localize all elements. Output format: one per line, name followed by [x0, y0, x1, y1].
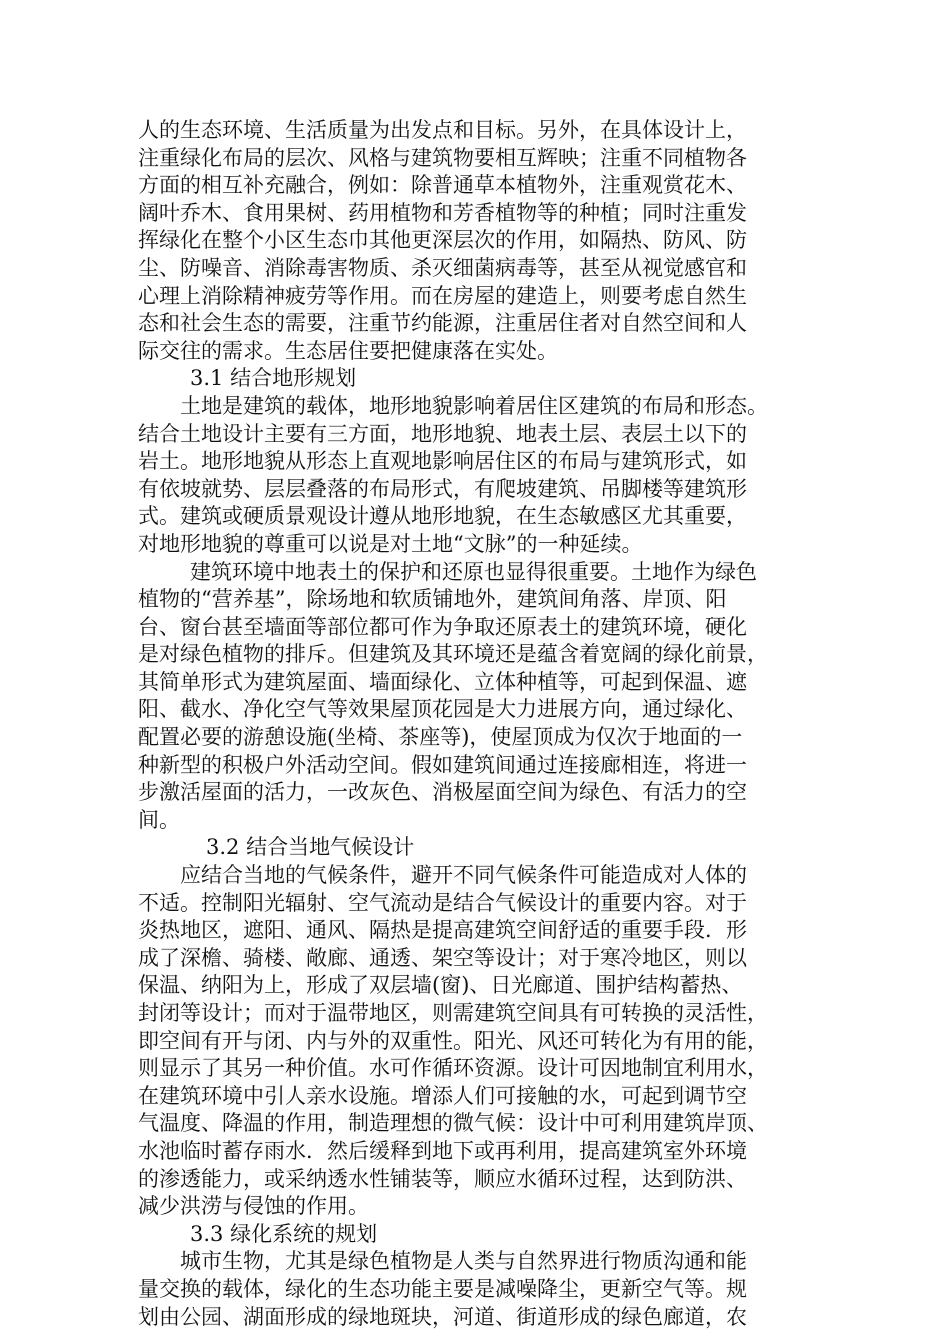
text-line: 挥绿化在整个小区生态巾其他更深层次的作用，如隔热、防风、防	[138, 228, 747, 253]
text-line: 建筑环境中地表土的保护和还原也显得很重要。土地作为绿色	[190, 559, 757, 584]
text-line: 即空间有开与闭、内与外的双重性。阳光、风还可转化为有用的能，	[138, 1028, 768, 1053]
text-line: 对地形地貌的尊重可以说是对土地“文脉”的一种延续。	[138, 531, 643, 556]
text-line: 心理上消除精神疲劳等作用。而在房屋的建造上，则要考虑自然生	[138, 283, 747, 308]
text-line: 注重绿化布局的层次、风格与建筑物要相互辉映；注重不同植物各	[138, 145, 747, 170]
text-line: 气温度、降温的作用，制造理想的微气候：设计中可利用建筑岸顶、	[138, 1111, 768, 1136]
text-line: 在建筑环境中引人亲水设施。增添人们可接触的水，可起到调节空	[138, 1083, 747, 1108]
text-line: 水池临时蓄存雨水．然后缓释到地下或再利用，提高建筑室外环境	[138, 1138, 747, 1163]
document-body-text	[138, 117, 808, 1331]
text-line: 3.3 绿化系统的规划	[190, 1221, 378, 1246]
text-line: 城市生物，尤其是绿色植物是人类与自然界进行物质沟通和能	[180, 1249, 747, 1274]
text-line: 土地是建筑的载体，地形地貌影响着居住区建筑的布局和形态。	[180, 393, 768, 418]
text-line: 封闭等设计；而对于温带地区，则需建筑空间具有可转换的灵活性，	[138, 1001, 768, 1025]
text-line: 态和社会生态的需要，注重节约能源，注重居住者对自然空间和人	[138, 311, 747, 336]
text-line: 植物的“营养基”，除场地和软质铺地外，建筑间角落、岸顶、阳	[138, 587, 727, 612]
text-line: 成了深檐、骑楼、敞廊、通透、架空等设计；对于寒冷地区，则以	[138, 945, 747, 970]
text-line: 其简单形式为建筑屋面、墙面绿化、立体种植等，可起到保温、遮	[138, 669, 747, 694]
text-line: 配置必要的游憩设施(坐椅、茶座等)，使屋顶成为仅次于地面的一	[138, 725, 743, 750]
text-line: 岩土。地形地貌从形态上直观地影响居住区的布局与建筑形式，如	[138, 449, 747, 474]
text-line: 间。	[138, 807, 180, 832]
text-line: 尘、防噪音、消除毒害物质、杀灭细菌病毒等，甚至从视觉感官和	[138, 255, 747, 280]
text-line: 不适。控制阳光辐射、空气流动是结合气候设计的重要内容。对于	[138, 890, 747, 915]
text-line: 式。建筑或硬质景观设计遵从地形地貌，在生态敏感区尤其重要，	[138, 504, 747, 529]
text-line: 阳、截水、净化空气等效果屋顶花园是大力进展方向，通过绿化、	[138, 697, 747, 722]
text-line: 际交往的需求。生态居住要把健康落在实处。	[138, 338, 558, 363]
text-line: 步激活屋面的活力，一改灰色、消极屋面空间为绿色、有活力的空	[138, 780, 747, 805]
text-line: 台、窗台甚至墙面等部位都可作为争取还原表土的建筑环境，硬化	[138, 614, 747, 639]
text-line: 种新型的积极户外活动空间。假如建筑间通过连接廊相连，将进一	[138, 752, 747, 777]
text-line: 则显示了其另一种价值。水可作循环资源。设计可因地制宜利用水，	[138, 1056, 768, 1081]
text-line: 3.1 结合地形规划	[190, 366, 357, 391]
text-line: 3.2 结合当地气候设计	[206, 835, 415, 860]
text-line: 应结合当地的气候条件，避开不同气候条件可能造成对人体的	[180, 863, 747, 888]
text-line: 有依坡就势、层层叠落的布局形式，有爬坡建筑、吊脚楼等建筑形	[138, 476, 747, 501]
text-line: 结合土地设计主要有三方面，地形地貌、地表土层、表层土以下的	[138, 421, 747, 446]
text-line: 是对绿色植物的排斥。但建筑及其环境还是蕴含着宽阔的绿化前景，	[138, 642, 768, 667]
text-line: 阔叶乔木、食用果树、药用植物和芳香植物等的种植；同时注重发	[138, 200, 747, 225]
text-line: 人的生态环境、生活质量为出发点和目标。另外，在具体设计上，	[138, 118, 747, 142]
text-line: 量交换的载体，绿化的生态功能主要是减噪降尘，更新空气等。规	[138, 1276, 747, 1301]
text-line: 保温、纳阳为上，形成了双层墙(窗)、日光廊道、围护结构蓄热、	[138, 973, 743, 998]
text-line: 方面的相互补充融合，例如：除普通草本植物外，注重观赏花木、	[138, 173, 747, 198]
text-line: 炎热地区，遮阳、通风、隔热是提高建筑空间舒适的重要手段．形	[138, 918, 747, 943]
text-line: 划由公园、湖面形成的绿地斑块，河道、街道形成的绿色廊道，农	[138, 1304, 747, 1329]
text-line: 的渗透能力，或采纳透水性铺装等，顺应水循环过程，达到防洪、	[138, 1166, 747, 1191]
text-line: 减少洪涝与侵蚀的作用。	[138, 1194, 369, 1219]
